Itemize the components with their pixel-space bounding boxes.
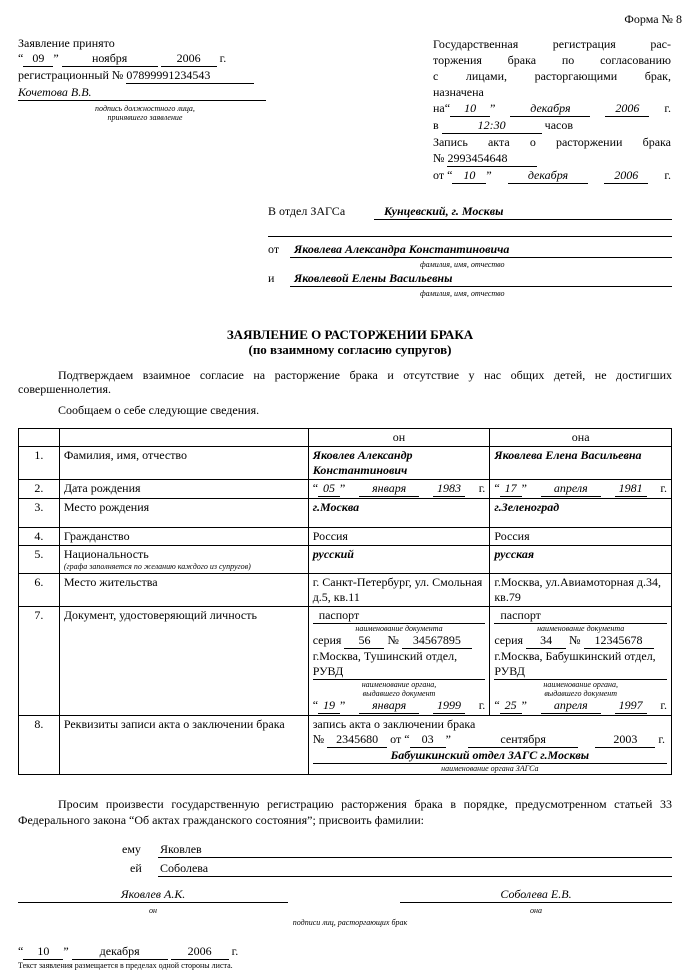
document-subtitle: (по взаимному согласию супругов): [248, 342, 452, 357]
bottom-date: “ 10 ” декабря 2006 г.: [18, 944, 239, 958]
table-row: 8. Реквизиты записи акта о заключении брака запись акта о заключении брака № 2345680 от “ 03 ” сентября 2003 г. Бабушкинский отдел ЗАГС г.Москвы наименование органа ЗАГСа: [19, 716, 672, 775]
table-row: 3. Место рождения г.Москва г.Зеленоград: [19, 499, 672, 528]
intro-line: Сообщаем о себе следующие сведения.: [58, 403, 260, 417]
to-zags-label: В отдел ЗАГСа: [268, 204, 346, 218]
info-table: [18, 428, 672, 775]
and-caption: фамилия, имя, отчество: [420, 289, 505, 298]
table-row: 1. Фамилия, имя, отчество Яковлев Александр Константинович Яковлева Елена Васильевна: [19, 447, 672, 480]
table-row: 6. Место жительства г. Санкт-Петербург, ул. Смольная д.5, кв.11 г.Москва, ул.Авиамоторная д.34, кв.79: [19, 574, 672, 607]
header-he: он: [308, 429, 490, 447]
table-row: 4. Гражданство Россия Россия: [19, 528, 672, 546]
him-label: ему: [122, 842, 141, 856]
accepted-date: “ 09 ” ноября 2006 г.: [18, 51, 227, 65]
and-label: и: [268, 271, 275, 285]
from-value: Яковлева Александра Константиновича: [290, 242, 672, 258]
registration-block: Государственная регистрация рас- торжения брака по согласованию с лицами, расторгающими брак, назначена на“ 10 ” декабря 2006 г. в 12:30 часов Запись акта о расторжении брака № 2993454648 от “ 10 ” декабря 2006 г.: [433, 37, 671, 182]
accepted-label: Заявление принято: [18, 36, 115, 50]
document-title: ЗАЯВЛЕНИЕ О РАСТОРЖЕНИИ БРАКА: [226, 327, 474, 342]
signature-he-caption: он: [149, 906, 157, 915]
footnote: Текст заявления размещается в пределах одной стороны листа.: [18, 961, 233, 970]
table-row: 5. Национальность (графа заполняется по желанию каждого из супругов) русский русская: [19, 546, 672, 574]
intro-paragraph: Подтверждаем взаимное согласие на расторжение брака и отсутствие у нас общих детей, не достигших совершеннолетия.: [18, 368, 672, 396]
header-she: она: [490, 429, 672, 447]
official-caption: подпись должностного лица, принявшего заявление: [95, 104, 195, 122]
request-paragraph: Просим произвести государственную регистрацию расторжения брака в порядке, предусмотренном статьей 33 Федерального закона “Об актах гражданского состояния”; присвоить фамилии:: [18, 797, 672, 827]
table-row: 2. Дата рождения “ 05 ” января 1983 г. “ 17 ” апреля 1981 г.: [19, 480, 672, 499]
him-surname: Яковлев: [158, 842, 672, 858]
signature-he: Яковлев А.К.: [18, 887, 288, 903]
signature-she-caption: она: [530, 906, 542, 915]
signature-she: Соболева Е.В.: [400, 887, 672, 903]
her-surname: Соболева: [158, 861, 672, 877]
from-label: от: [268, 242, 280, 256]
her-label: ей: [130, 861, 142, 875]
from-caption: фамилия, имя, отчество: [420, 260, 505, 269]
table-header-row: [19, 429, 672, 447]
table-row: 7. Документ, удостоверяющий личность паспорт наименование документа серия 56 № 34567895 г.Москва, Тушинский отдел, РУВД наименование органа, выдавшего документ “ 19 ” января 1999 г. паспорт наименование документа серия 34 № 12345678 г.Москва, Бабушкинский отдел, РУВД наименование органа, выдавшего документ “ 25 ” апреля 1997 г.: [19, 607, 672, 716]
signature-caption: подписи лиц, расторгающих брак: [292, 918, 408, 927]
form-number: Форма № 8: [624, 12, 682, 26]
registration-number: регистрационный № 07899991234543: [18, 68, 254, 84]
to-zags-value: Кунцевский, г. Москвы: [374, 204, 672, 220]
and-value: Яковлевой Елены Васильевны: [290, 271, 672, 287]
official-name: Кочетова В.В.: [18, 85, 266, 101]
